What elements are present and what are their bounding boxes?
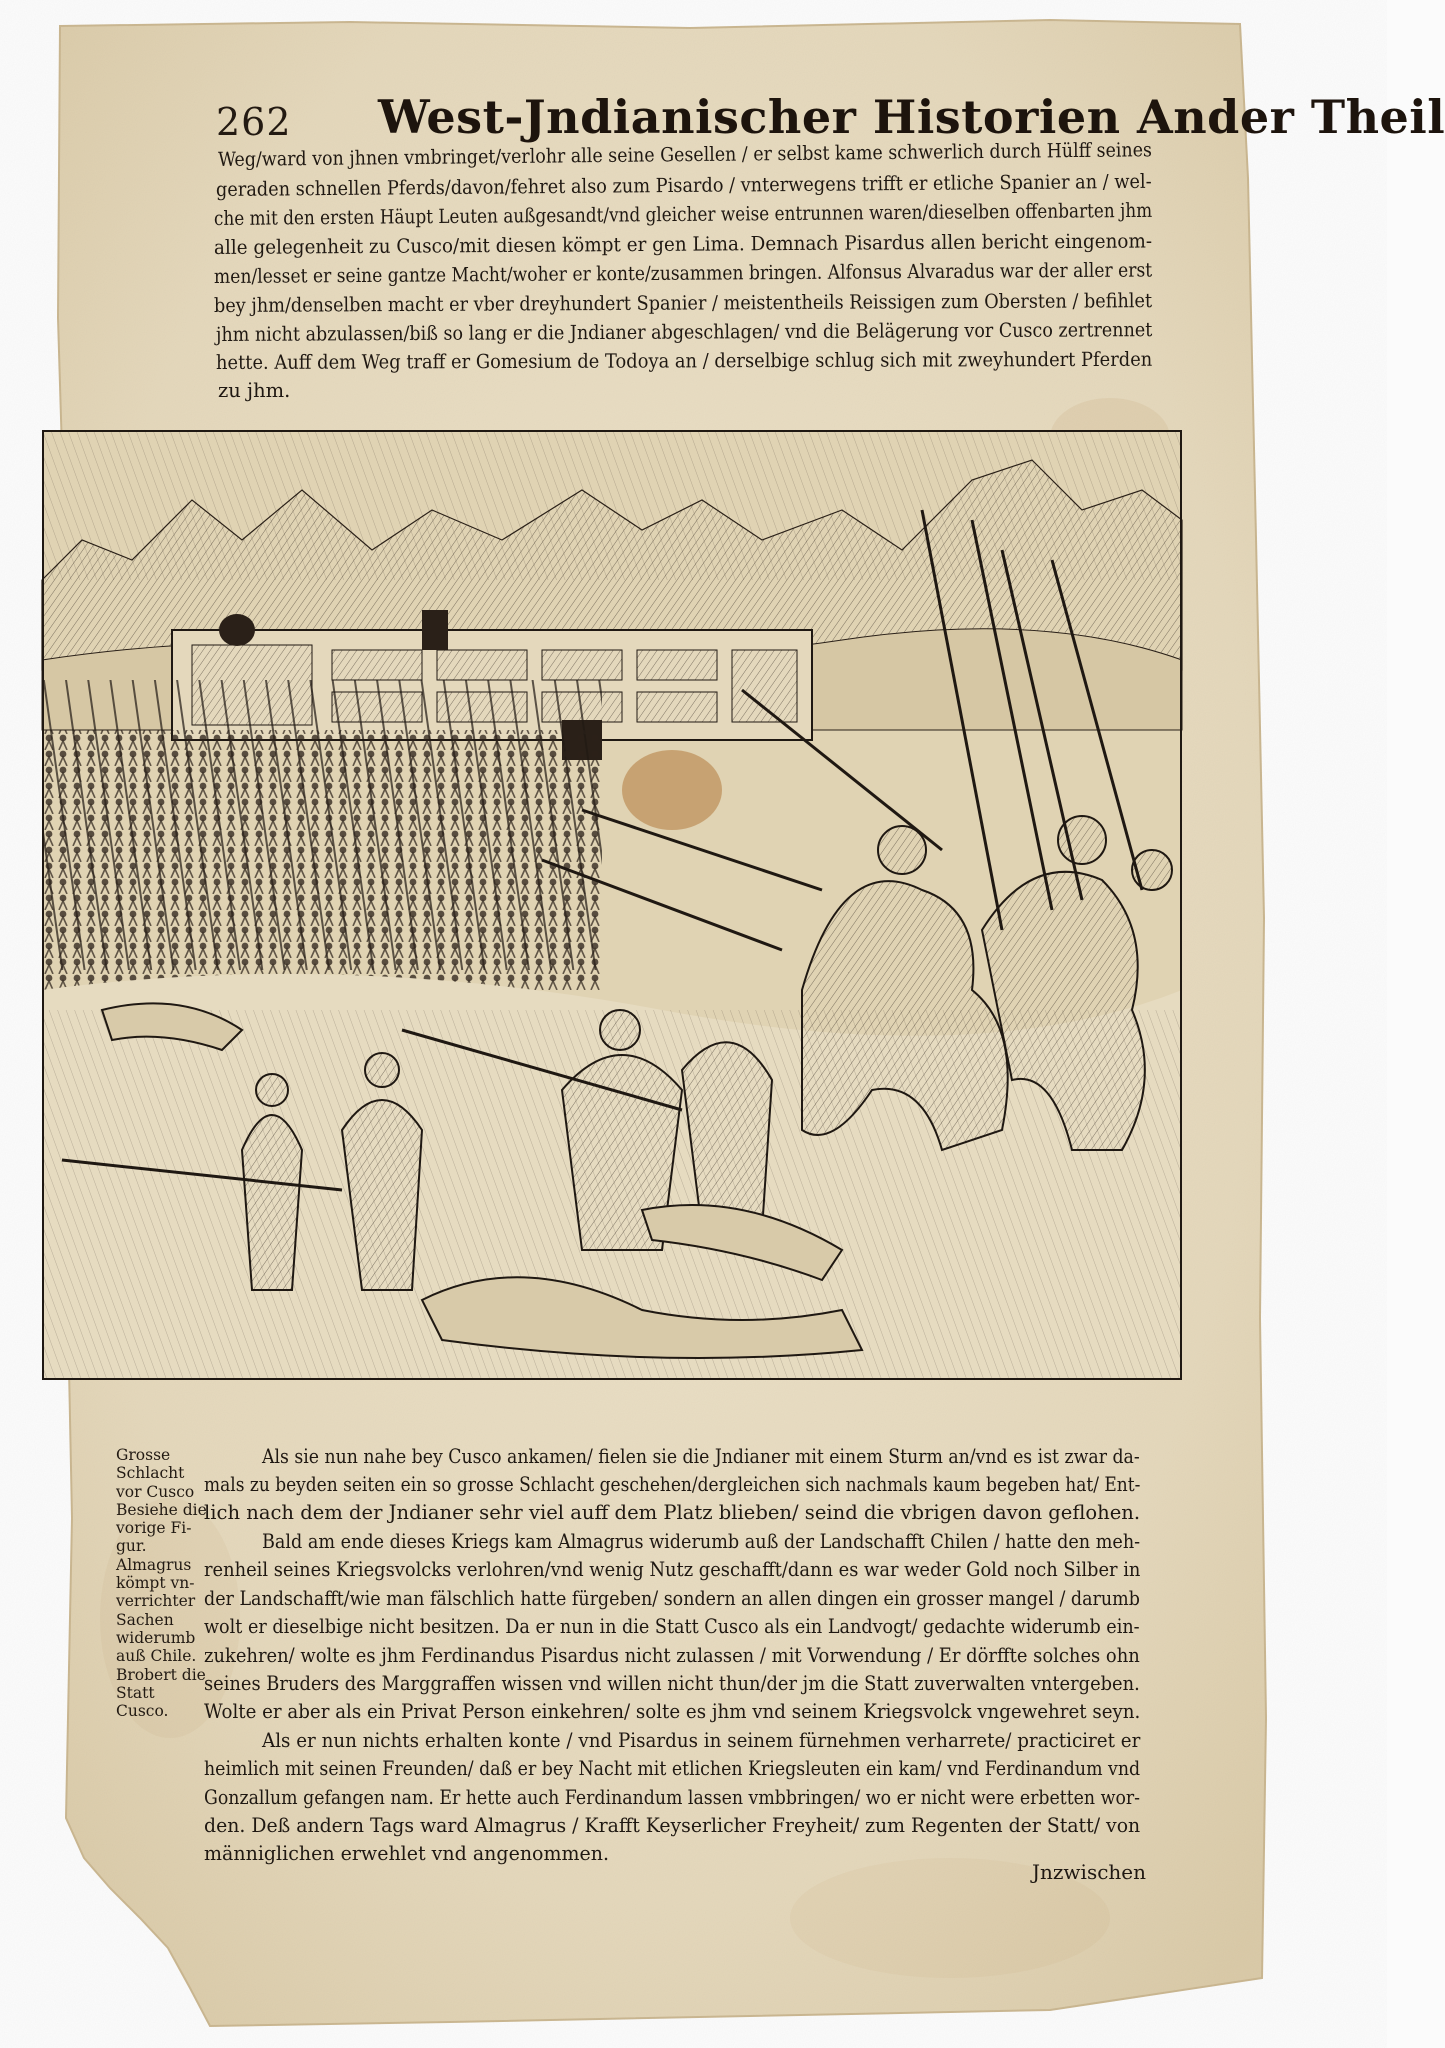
text-line: den. Deß andern Tags ward Almagrus / Krafft Keyserlicher Freyheit/ zum Regenten der Statt/ von [204, 1813, 1141, 1837]
margin-note-line: auß Chile. [116, 1647, 197, 1666]
text-line: wolt er dieselbige nicht besitzen. Da er nun in die Statt Cusco als ein Landvogt/ gedachte widerumb ein- [204, 1614, 1140, 1638]
text-line: che mit den ersten Häupt Leuten außgesandt/vnd gleicher weise entrunnen waren/dieselben offenbarten jhm [213, 198, 1153, 230]
text-line: Als sie nun nahe bey Cusco ankamen/ fielen sie die Jndianer mit einem Sturm an/vnd es ist zwar da- [262, 1444, 1140, 1468]
running-head: West-Jndianischer Historien Ander Theil [378, 90, 1445, 144]
text-line: heimlich mit seinen Freunden/ daß er bey Nacht mit etlichen Kriegsleuten ein kam/ vnd Ferdinandum vnd [204, 1756, 1141, 1780]
text-line: Als er nun nichts erhalten konte / vnd Pisardus in seinem fürnehmen verharrete/ practiciret er [262, 1728, 1141, 1752]
engraving-illustration [42, 430, 1182, 1380]
margin-note-line: Brobert die [116, 1665, 206, 1684]
margin-note-line: vor Cusco [116, 1482, 195, 1501]
page-number: 262 [216, 100, 292, 144]
margin-note-line: Schlacht [116, 1464, 185, 1483]
margin-note-line: gur. [116, 1537, 147, 1556]
margin-note-line: Sachen [116, 1610, 174, 1629]
text-line: seines Bruders des Marggraffen wissen vnd willen nicht thun/der jm die Statt zuverwalten vntergeben. [204, 1671, 1140, 1695]
text-line: men/lesset er seine gantze Macht/woher er konte/zusammen bringen. Alfonsus Alvaradus war der aller erst [213, 258, 1153, 288]
text-line: Wolte er aber als ein Privat Person einkehren/ solte es jhm vnd seinem Kriegsvolck vngewehret seyn. [204, 1699, 1141, 1723]
text-line: lich nach dem der Jndianer sehr viel auff dem Platz blieben/ seind die vbrigen davon geflohen. [204, 1500, 1141, 1524]
text-line: hette. Auff dem Weg traff er Gomesium de Todoya an / derselbige schlug sich mit zweyhundert Pferden [215, 347, 1153, 374]
text-line: männiglichen erwehlet vnd angenommen. [204, 1841, 610, 1865]
margin-note-line: Besiehe die [116, 1500, 207, 1519]
margin-note-line: Cusco. [116, 1702, 169, 1721]
margin-note-line: widerumb [116, 1628, 196, 1647]
margin-note-line: Almagrus [116, 1555, 192, 1574]
text-line: renheil seines Kriegsvolcks verlohren/vnd wenig Nutz geschafft/dann es war weder Gold noch Silber in [204, 1557, 1141, 1581]
text-line: geraden schnellen Pferds/davon/fehret also zum Pisardo / vnterwegens trifft er etliche Spanier an / wel- [215, 169, 1152, 201]
text-line: bey jhm/denselben macht er vber dreyhundert Spanier / meistentheils Reissigen zum Obersten / befihlet [213, 289, 1153, 317]
text-line: Gonzallum gefangen nam. Er hette auch Ferdinandum lassen vmbbringen/ wo er nicht were erbetten wor- [204, 1785, 1141, 1809]
text-line: der Landschafft/wie man fälschlich hatte fürgeben/ sondern an allen dingen ein grosser mangel / darumb [204, 1586, 1140, 1610]
text-line: zukehren/ wolte es jhm Ferdinandus Pisardus nicht zulassen / mit Vorwendung / Er dörffte solches ohn [204, 1643, 1140, 1667]
margin-note-line: vorige Fi- [116, 1519, 192, 1538]
margin-note-line: verrichter [116, 1592, 196, 1611]
margin-note-line: kömpt vn- [116, 1574, 195, 1593]
text-line: Bald am ende dieses Kriegs kam Almagrus widerumb auß der Landschafft Chilen / hatte den meh- [262, 1529, 1141, 1553]
margin-note-line: Grosse [116, 1446, 171, 1464]
margin-note-line: Statt [116, 1683, 155, 1702]
text-line: jhm nicht abzulassen/biß so lang er die Jndianer abgeschlagen/ vnd die Belägerung vor Cusco zertrennet [215, 318, 1153, 346]
text-line: zu jhm. [218, 379, 291, 402]
text-line: mals zu beyden seiten ein so grosse Schlacht geschehen/dergleichen sich nachmals kaum begeben hat/ Ent- [204, 1472, 1141, 1496]
text-line: Weg/ward von jhnen vmbringet/verlohr alle seine Gesellen / er selbst kame schwerlich durch Hülff seines [217, 138, 1153, 171]
text-line: alle gelegenheit zu Cusco/mit diesen kömpt er gen Lima. Demnach Pisardus allen bericht eingenom- [213, 229, 1153, 259]
catchword: Jnzwischen [1032, 1860, 1147, 1884]
